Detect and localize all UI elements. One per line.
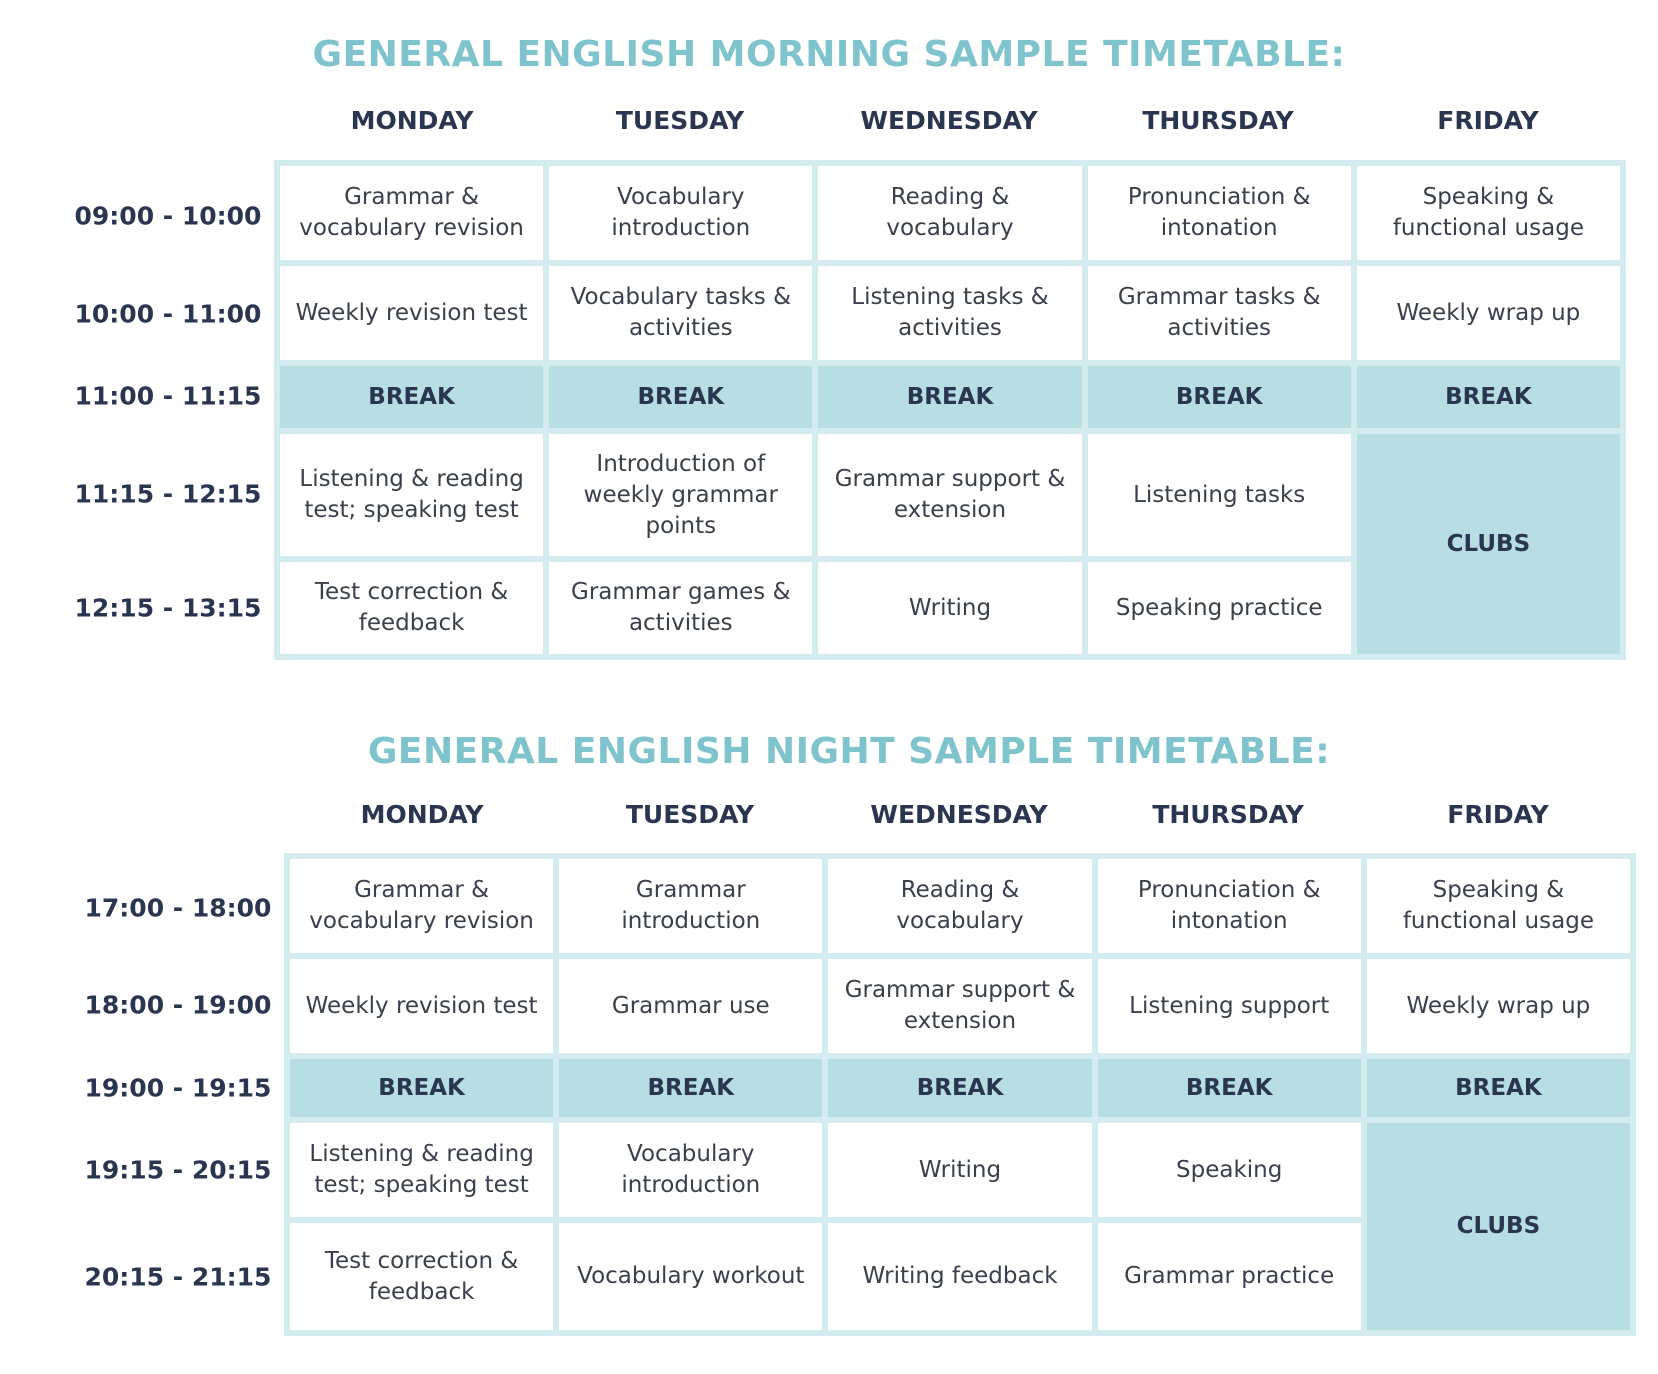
morning-class-cell: Listening tasks [1088, 434, 1351, 556]
night-time-slot: 18:00 - 19:00 [84, 990, 272, 1020]
night-day-wednesday: WEDNESDAY [870, 800, 1048, 829]
night-time-slot: 19:00 - 19:15 [84, 1073, 272, 1103]
night-grid [284, 853, 1636, 1336]
morning-class-cell: Vocabulary introduction [549, 166, 812, 260]
morning-break-cell: BREAK [818, 366, 1081, 428]
morning-class-cell: Grammar games & activities [549, 562, 812, 654]
morning-class-cell: Weekly wrap up [1357, 266, 1620, 360]
night-day-tuesday: TUESDAY [625, 800, 755, 829]
morning-grid [274, 160, 1626, 660]
night-class-cell: Grammar use [559, 959, 822, 1053]
night-time-slot: 17:00 - 18:00 [84, 893, 272, 923]
night-clubs-cell: CLUBS [1367, 1123, 1630, 1330]
night-class-cell: Pronunciation & intonation [1098, 859, 1361, 953]
night-class-cell: Listening support [1098, 959, 1361, 1053]
morning-class-cell: Grammar & vocabulary revision [280, 166, 543, 260]
night-break-cell: BREAK [290, 1059, 553, 1117]
morning-class-cell: Listening & reading test; speaking test [280, 434, 543, 556]
night-class-cell: Writing feedback [828, 1223, 1091, 1330]
night-class-cell: Speaking [1098, 1123, 1361, 1217]
night-day-thursday: THURSDAY [1152, 800, 1304, 829]
morning-time-slot: 12:15 - 13:15 [74, 593, 262, 623]
night-day-friday: FRIDAY [1447, 800, 1549, 829]
morning-break-cell: BREAK [1357, 366, 1620, 428]
night-break-cell: BREAK [828, 1059, 1091, 1117]
night-class-cell: Weekly wrap up [1367, 959, 1630, 1053]
night-class-cell: Vocabulary workout [559, 1223, 822, 1330]
morning-class-cell: Speaking practice [1088, 562, 1351, 654]
night-class-cell: Test correction & feedback [290, 1223, 553, 1330]
night-time-slot: 19:15 - 20:15 [84, 1155, 272, 1185]
morning-class-cell: Introduction of weekly grammar points [549, 434, 812, 556]
morning-class-cell: Vocabulary tasks & activities [549, 266, 812, 360]
morning-break-cell: BREAK [280, 366, 543, 428]
night-break-cell: BREAK [1367, 1059, 1630, 1117]
night-break-cell: BREAK [559, 1059, 822, 1117]
morning-class-cell: Grammar tasks & activities [1088, 266, 1351, 360]
morning-class-cell: Reading & vocabulary [818, 166, 1081, 260]
night-class-cell: Writing [828, 1123, 1091, 1217]
morning-class-cell: Grammar support & extension [818, 434, 1081, 556]
night-class-cell: Grammar introduction [559, 859, 822, 953]
night-time-slot: 20:15 - 21:15 [84, 1262, 272, 1292]
morning-day-monday: MONDAY [350, 106, 474, 135]
morning-class-cell: Speaking & functional usage [1357, 166, 1620, 260]
morning-day-wednesday: WEDNESDAY [860, 106, 1038, 135]
night-class-cell: Grammar practice [1098, 1223, 1361, 1330]
morning-break-cell: BREAK [1088, 366, 1351, 428]
night-break-cell: BREAK [1098, 1059, 1361, 1117]
night-class-cell: Grammar support & extension [828, 959, 1091, 1053]
night-class-cell: Weekly revision test [290, 959, 553, 1053]
night-class-cell: Vocabulary introduction [559, 1123, 822, 1217]
morning-day-friday: FRIDAY [1437, 106, 1539, 135]
morning-time-slot: 09:00 - 10:00 [74, 201, 262, 231]
morning-time-slot: 10:00 - 11:00 [74, 299, 262, 329]
night-class-cell: Listening & reading test; speaking test [290, 1123, 553, 1217]
morning-class-cell: Test correction & feedback [280, 562, 543, 654]
night-title: GENERAL ENGLISH NIGHT SAMPLE TIMETABLE: [367, 731, 1331, 772]
morning-class-cell: Writing [818, 562, 1081, 654]
night-class-cell: Grammar & vocabulary revision [290, 859, 553, 953]
night-class-cell: Speaking & functional usage [1367, 859, 1630, 953]
morning-clubs-cell: CLUBS [1357, 434, 1620, 654]
morning-time-slot: 11:15 - 12:15 [74, 479, 262, 509]
morning-time-slot: 11:00 - 11:15 [74, 381, 262, 411]
morning-break-cell: BREAK [549, 366, 812, 428]
morning-day-thursday: THURSDAY [1142, 106, 1294, 135]
night-class-cell: Reading & vocabulary [828, 859, 1091, 953]
morning-class-cell: Weekly revision test [280, 266, 543, 360]
morning-class-cell: Pronunciation & intonation [1088, 166, 1351, 260]
morning-title: GENERAL ENGLISH MORNING SAMPLE TIMETABLE: [312, 34, 1346, 75]
night-day-monday: MONDAY [360, 800, 484, 829]
morning-class-cell: Listening tasks & activities [818, 266, 1081, 360]
morning-day-tuesday: TUESDAY [615, 106, 745, 135]
